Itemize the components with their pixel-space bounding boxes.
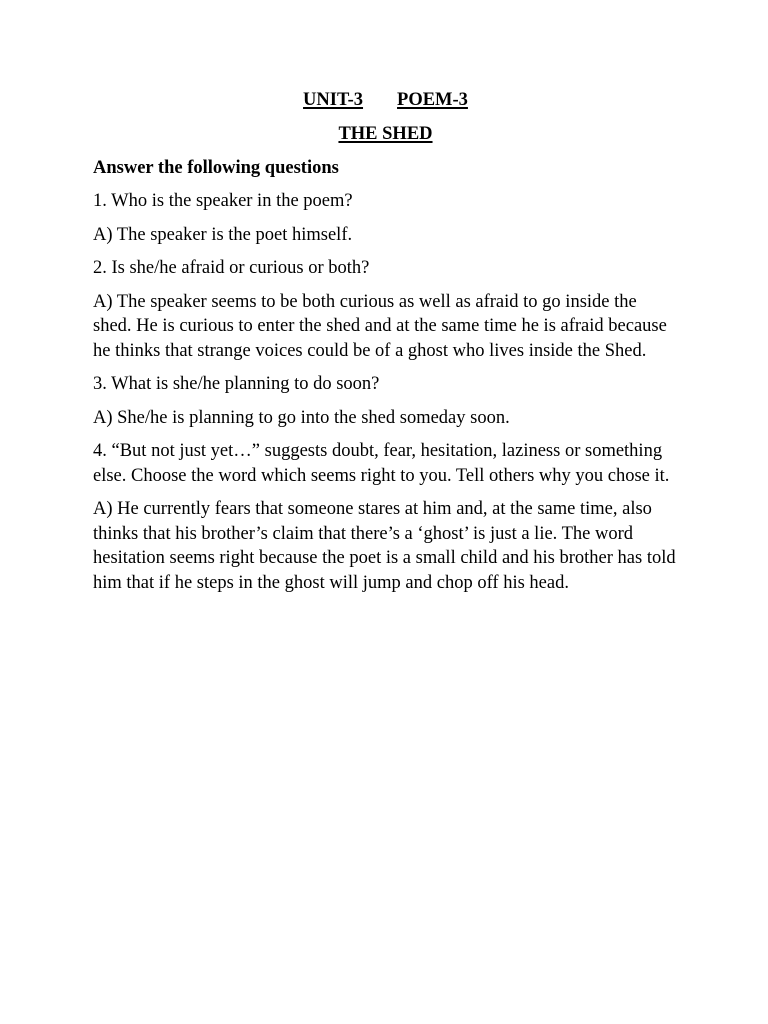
answer-1: A) The speaker is the poet himself.: [93, 224, 353, 245]
question-1: 1. Who is the speaker in the poem?: [93, 191, 353, 211]
answer-4: A) He currently fears that someone stares at him and, at the same time, also thinks that his brother’s claim that there’s a ‘ghost’ is just a lie. The word hesitation seems right because the poet is a small child and his brother has told him that if he steps in the ghost will jump and chop off his head.: [93, 499, 676, 593]
poem-label: POEM-3: [397, 90, 468, 110]
poem-title: THE SHED: [338, 124, 433, 144]
title-heading: [93, 122, 678, 146]
question-4: 4. “But not just yet…” suggests doubt, fear, hesitation, laziness or something else. Choose the word which seems right to you. Tell others why you chose it.: [93, 441, 670, 486]
answer-3: A) She/he is planning to go into the shed someday soon.: [93, 407, 510, 428]
unit-heading: [93, 88, 678, 112]
question-2: 2. Is she/he afraid or curious or both?: [93, 258, 370, 278]
instructions: Answer the following questions: [93, 158, 339, 178]
question-3: 3. What is she/he planning to do soon?: [93, 374, 380, 394]
document-page: [93, 88, 678, 595]
answer-2: A) The speaker seems to be both curious as well as afraid to go inside the shed. He is curious to enter the shed and at the same time he is afraid because he thinks that strange voices could be of a ghost who lives inside the Shed.: [93, 291, 667, 361]
unit-label: UNIT-3: [303, 90, 364, 110]
